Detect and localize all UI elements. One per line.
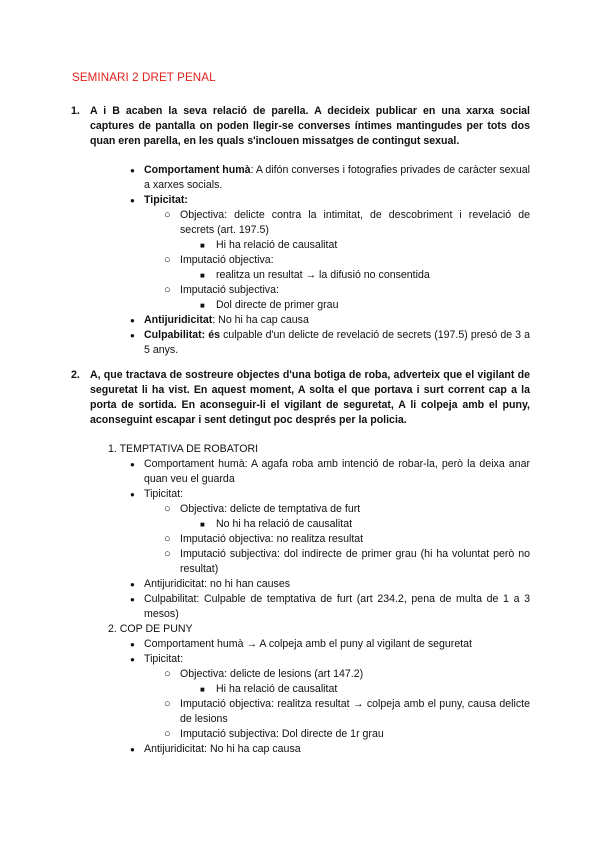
bullet-icon: ● [130,490,135,499]
q1-analysis [90,163,530,358]
text: Objectiva: delicte contra la intimitat, de descobriment i revelació de secrets (art. 197.5) [180,209,530,236]
circle-bullet-icon: ○ [164,503,171,515]
circle-bullet-icon: ○ [164,728,171,740]
list-item [54,283,530,298]
text: Imputació objectiva: [180,254,274,266]
text: Tipicitat: [144,653,184,665]
list-item [54,652,530,667]
list-item [54,208,530,238]
label: Culpabilitat: [144,329,206,341]
page-title: SEMINARI 2 DRET PENAL [72,71,216,84]
circle-bullet-icon: ○ [164,254,171,266]
square-bullet-icon: ■ [200,301,205,310]
text: Hi ha relació de causalitat [216,683,338,695]
text: Imputació objectiva: no realitza resultat [180,533,364,545]
text: Imputació objectiva: realitza resultat → colpeja amb el puny, causa delicte de lesions [180,698,530,725]
list-item [54,637,530,652]
bullet-icon: ● [130,580,135,589]
square-bullet-icon: ■ [200,271,205,280]
text: Dol directe de primer grau [216,299,339,311]
list-item [54,727,530,742]
text: Culpabilitat: Culpable de temptativa de furt (art 234.2, pena de multa de 1 a 3 mesos) [144,593,530,620]
text: Objectiva: delicte de lesions (art 147.2) [180,668,364,680]
text: Imputació subjectiva: Dol directe de 1r grau [180,728,384,740]
list-item [54,502,530,517]
question-number: 1. [71,105,80,117]
bullet-icon: ● [130,595,135,604]
text: : No hi ha cap causa [212,314,309,326]
circle-bullet-icon: ○ [164,548,171,560]
list-item [54,577,530,592]
bullet-icon: ● [130,316,135,325]
text: realitza un resultat → la difusió no consentida [216,269,430,281]
list-item [54,667,530,682]
list-item [54,532,530,547]
question-2 [71,368,530,428]
text: culpable d'un delicte de revelació de secrets (197.5) presó de 3 a 5 anys. [144,329,531,356]
list-item [54,682,530,697]
text: Comportament humà: A agafa roba amb intenció de robar-la, però la deixa anar quan veu el guarda [144,458,530,485]
list-item [54,253,530,268]
circle-bullet-icon: ○ [164,668,171,680]
label: Antijuridicitat [144,314,213,326]
bullet-icon: ● [130,655,135,664]
list-item [54,268,530,283]
text: Imputació subjectiva: dol indirecte de primer grau (hi ha voluntat però no resultat) [180,548,530,575]
question-statement: A i B acaben la seva relació de parella. A decideix publicar en una xarxa social captures de pantalla on poden llegir-se converses íntimes mantingudes per tots dos quan eren parella, en les quals s'inclouen missatges de contingut sexual. [90,105,530,147]
circle-bullet-icon: ○ [164,284,171,296]
list-item [54,697,530,727]
text: No hi ha relació de causalitat [216,518,353,530]
list-item [54,517,530,532]
question-statement: A, que tractava de sostreure objectes d'una botiga de roba, adverteix que el vigilant de seguretat li ha vist. En aquest moment, A solta el que portava i surt corrent cap a la porta de sortida. En aconseguir-li el vigilant de seguretat, A li colpeja amb el puny, aconseguint escapar i sent detingut poc després per la policia. [90,369,530,426]
bullet-icon: ● [130,460,135,469]
list-item [54,193,530,208]
square-bullet-icon: ■ [200,685,205,694]
list-item [54,328,530,358]
q2-analysis [90,442,530,757]
section-title: 2. COP DE PUNY [108,623,193,635]
text: Tipicitat: [144,488,184,500]
bullet-icon: ● [130,196,135,205]
circle-bullet-icon: ○ [164,533,171,545]
list-item [54,547,530,577]
circle-bullet-icon: ○ [164,209,171,221]
list-item [54,457,530,487]
text: : A difón converses i fotografies privades de caràcter sexual a xarxes socials. [144,164,530,191]
bullet-icon: ● [130,640,135,649]
bullet-icon: ● [130,745,135,754]
list-item [54,487,530,502]
question-number: 2. [71,369,80,381]
section-title: 1. TEMPTATIVA DE ROBATORI [108,443,259,455]
list-item [54,163,530,193]
label: Tipicitat: [144,194,188,206]
text: Objectiva: delicte de temptativa de furt [180,503,361,515]
list-item [54,592,530,622]
text: Imputació subjectiva: [180,284,279,296]
text: Antijuridicitat: no hi han causes [144,578,291,590]
list-item [54,238,530,253]
label: Comportament humà [144,164,251,176]
square-bullet-icon: ■ [200,241,205,250]
list-item [54,313,530,328]
text: Antijuridicitat: No hi ha cap causa [144,743,301,755]
circle-bullet-icon: ○ [164,698,171,710]
question-1 [71,104,530,149]
text: Hi ha relació de causalitat [216,239,338,251]
bullet-icon: ● [130,331,135,340]
text: Comportament humà → A colpeja amb el puny al vigilant de seguretat [144,638,473,650]
bullet-icon: ● [130,166,135,175]
label-bold: és [205,329,221,341]
list-item [54,298,530,313]
list-item [54,742,530,757]
square-bullet-icon: ■ [200,520,205,529]
